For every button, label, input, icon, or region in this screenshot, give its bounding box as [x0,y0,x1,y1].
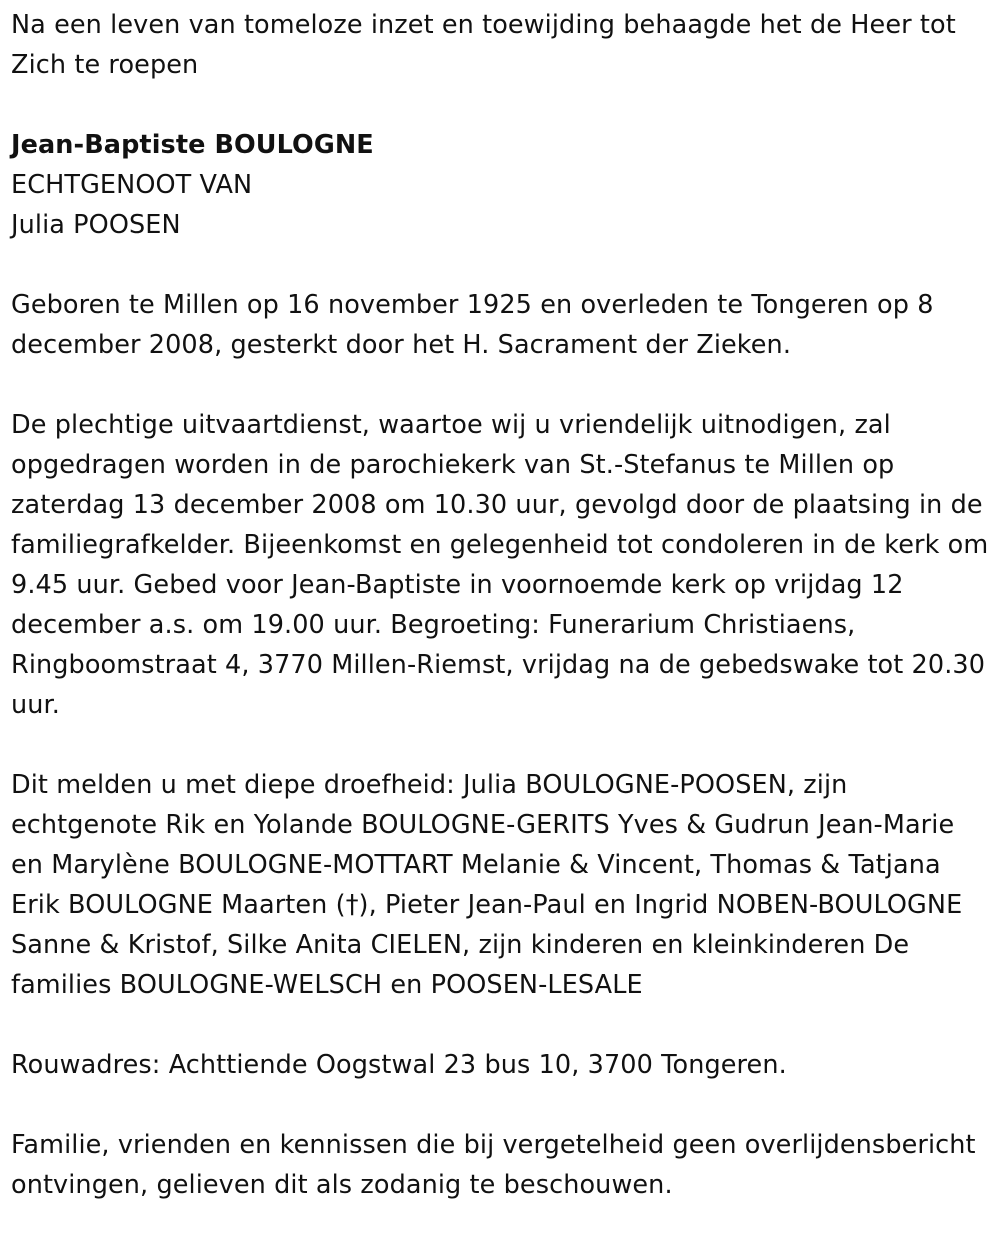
closing-text: Familie, vrienden en kennissen die bij vergetelheid geen overlijdensbericht ontvingen, gelieven dit als zodanig te beschouwen. [11,1130,976,1200]
relation-label: ECHTGENOOT VAN [11,170,253,200]
obituary-notice [11,5,993,1205]
funeral-text: De plechtige uitvaartdienst, waartoe wij u vriendelijk uitnodigen, zal opgedragen worden in de parochiekerk van St.-Stefanus te Millen op zaterdag 13 december 2008 om 10.30 uur, gevolgd door de plaatsing in de familiegrafkelder. Bijeenkomst en gelegenheid tot condoleren in de kerk om 9.45 uur. Gebed voor Jean-Baptiste in voornoemde kerk op vrijdag 12 december a.s. om 19.00 uur. Begroeting: Funerarium Christiaens, Ringboomstraat 4, 3770 Millen-Riemst, vrijdag na de gebedswake tot 20.30 uur. [11,410,989,720]
spouse-name: Julia POOSEN [11,210,181,240]
deceased-name: Jean-Baptiste BOULOGNE [11,130,374,160]
birth-death-text: Geboren te Millen op 16 november 1925 en overleden te Tongeren op 8 december 2008, gesterkt door het H. Sacrament der Zieken. [11,290,934,360]
intro-text: Na een leven van tomeloze inzet en toewijding behaagde het de Heer tot Zich te roepen [11,10,956,80]
family-text: Dit melden u met diepe droefheid: Julia BOULOGNE-POOSEN, zijn echtgenote Rik en Yolande BOULOGNE-GERITS Yves & Gudrun Jean-Marie en Marylène BOULOGNE-MOTTART Melanie & Vincent, Thomas & Tatjana Erik BOULOGNE Maarten (†), Pieter Jean-Paul en Ingrid NOBEN-BOULOGNE Sanne & Kristof, Silke Anita CIELEN, zijn kinderen en kleinkinderen De families BOULOGNE-WELSCH en POOSEN-LESALE [11,770,963,1000]
address-text: Rouwadres: Achttiende Oogstwal 23 bus 10, 3700 Tongeren. [11,1050,787,1080]
